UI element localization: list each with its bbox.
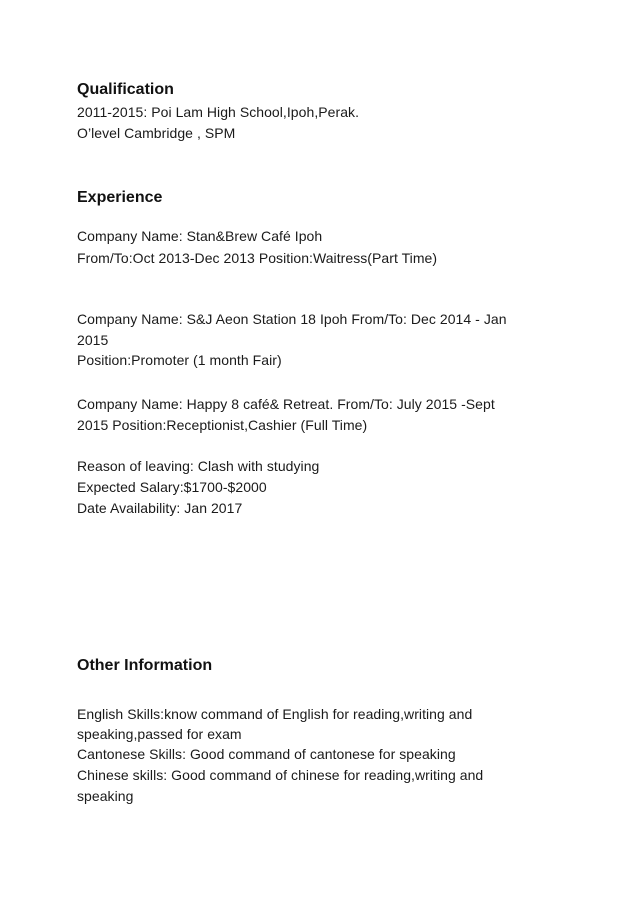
- qualification-line-exams: O’level Cambridge , SPM: [77, 125, 236, 141]
- chinese-skills-line-2: speaking: [77, 788, 134, 804]
- job1-company: Company Name: Stan&Brew Café Ipoh: [77, 228, 323, 244]
- english-skills-line-1: English Skills:know command of English for reading,writing and: [77, 706, 473, 722]
- job3-company-period: Company Name: Happy 8 café& Retreat. From/To: July 2015 -Sept: [77, 396, 495, 412]
- job1-period-position: From/To:Oct 2013-Dec 2013 Position:Waitress(Part Time): [77, 250, 438, 266]
- chinese-skills-line-1: Chinese skills: Good command of chinese for reading,writing and: [77, 767, 484, 783]
- job2-period-end: 2015: [77, 332, 109, 348]
- english-skills-line-2: speaking,passed for exam: [77, 726, 242, 742]
- job3-position: 2015 Position:Receptionist,Cashier (Full Time): [77, 417, 368, 433]
- experience-heading: Experience: [77, 189, 163, 206]
- job2-company-period: Company Name: S&J Aeon Station 18 Ipoh From/To: Dec 2014 - Jan: [77, 311, 507, 327]
- reason-of-leaving: Reason of leaving: Clash with studying: [77, 458, 320, 474]
- expected-salary: Expected Salary:$1700-$2000: [77, 479, 267, 495]
- date-availability: Date Availability: Jan 2017: [77, 500, 243, 516]
- qualification-line-school: 2011-2015: Poi Lam High School,Ipoh,Perak.: [77, 104, 360, 120]
- cantonese-skills: Cantonese Skills: Good command of cantonese for speaking: [77, 746, 456, 762]
- job2-position: Position:Promoter (1 month Fair): [77, 352, 282, 368]
- qualification-heading: Qualification: [77, 81, 174, 98]
- other-information-heading: Other Information: [77, 657, 213, 674]
